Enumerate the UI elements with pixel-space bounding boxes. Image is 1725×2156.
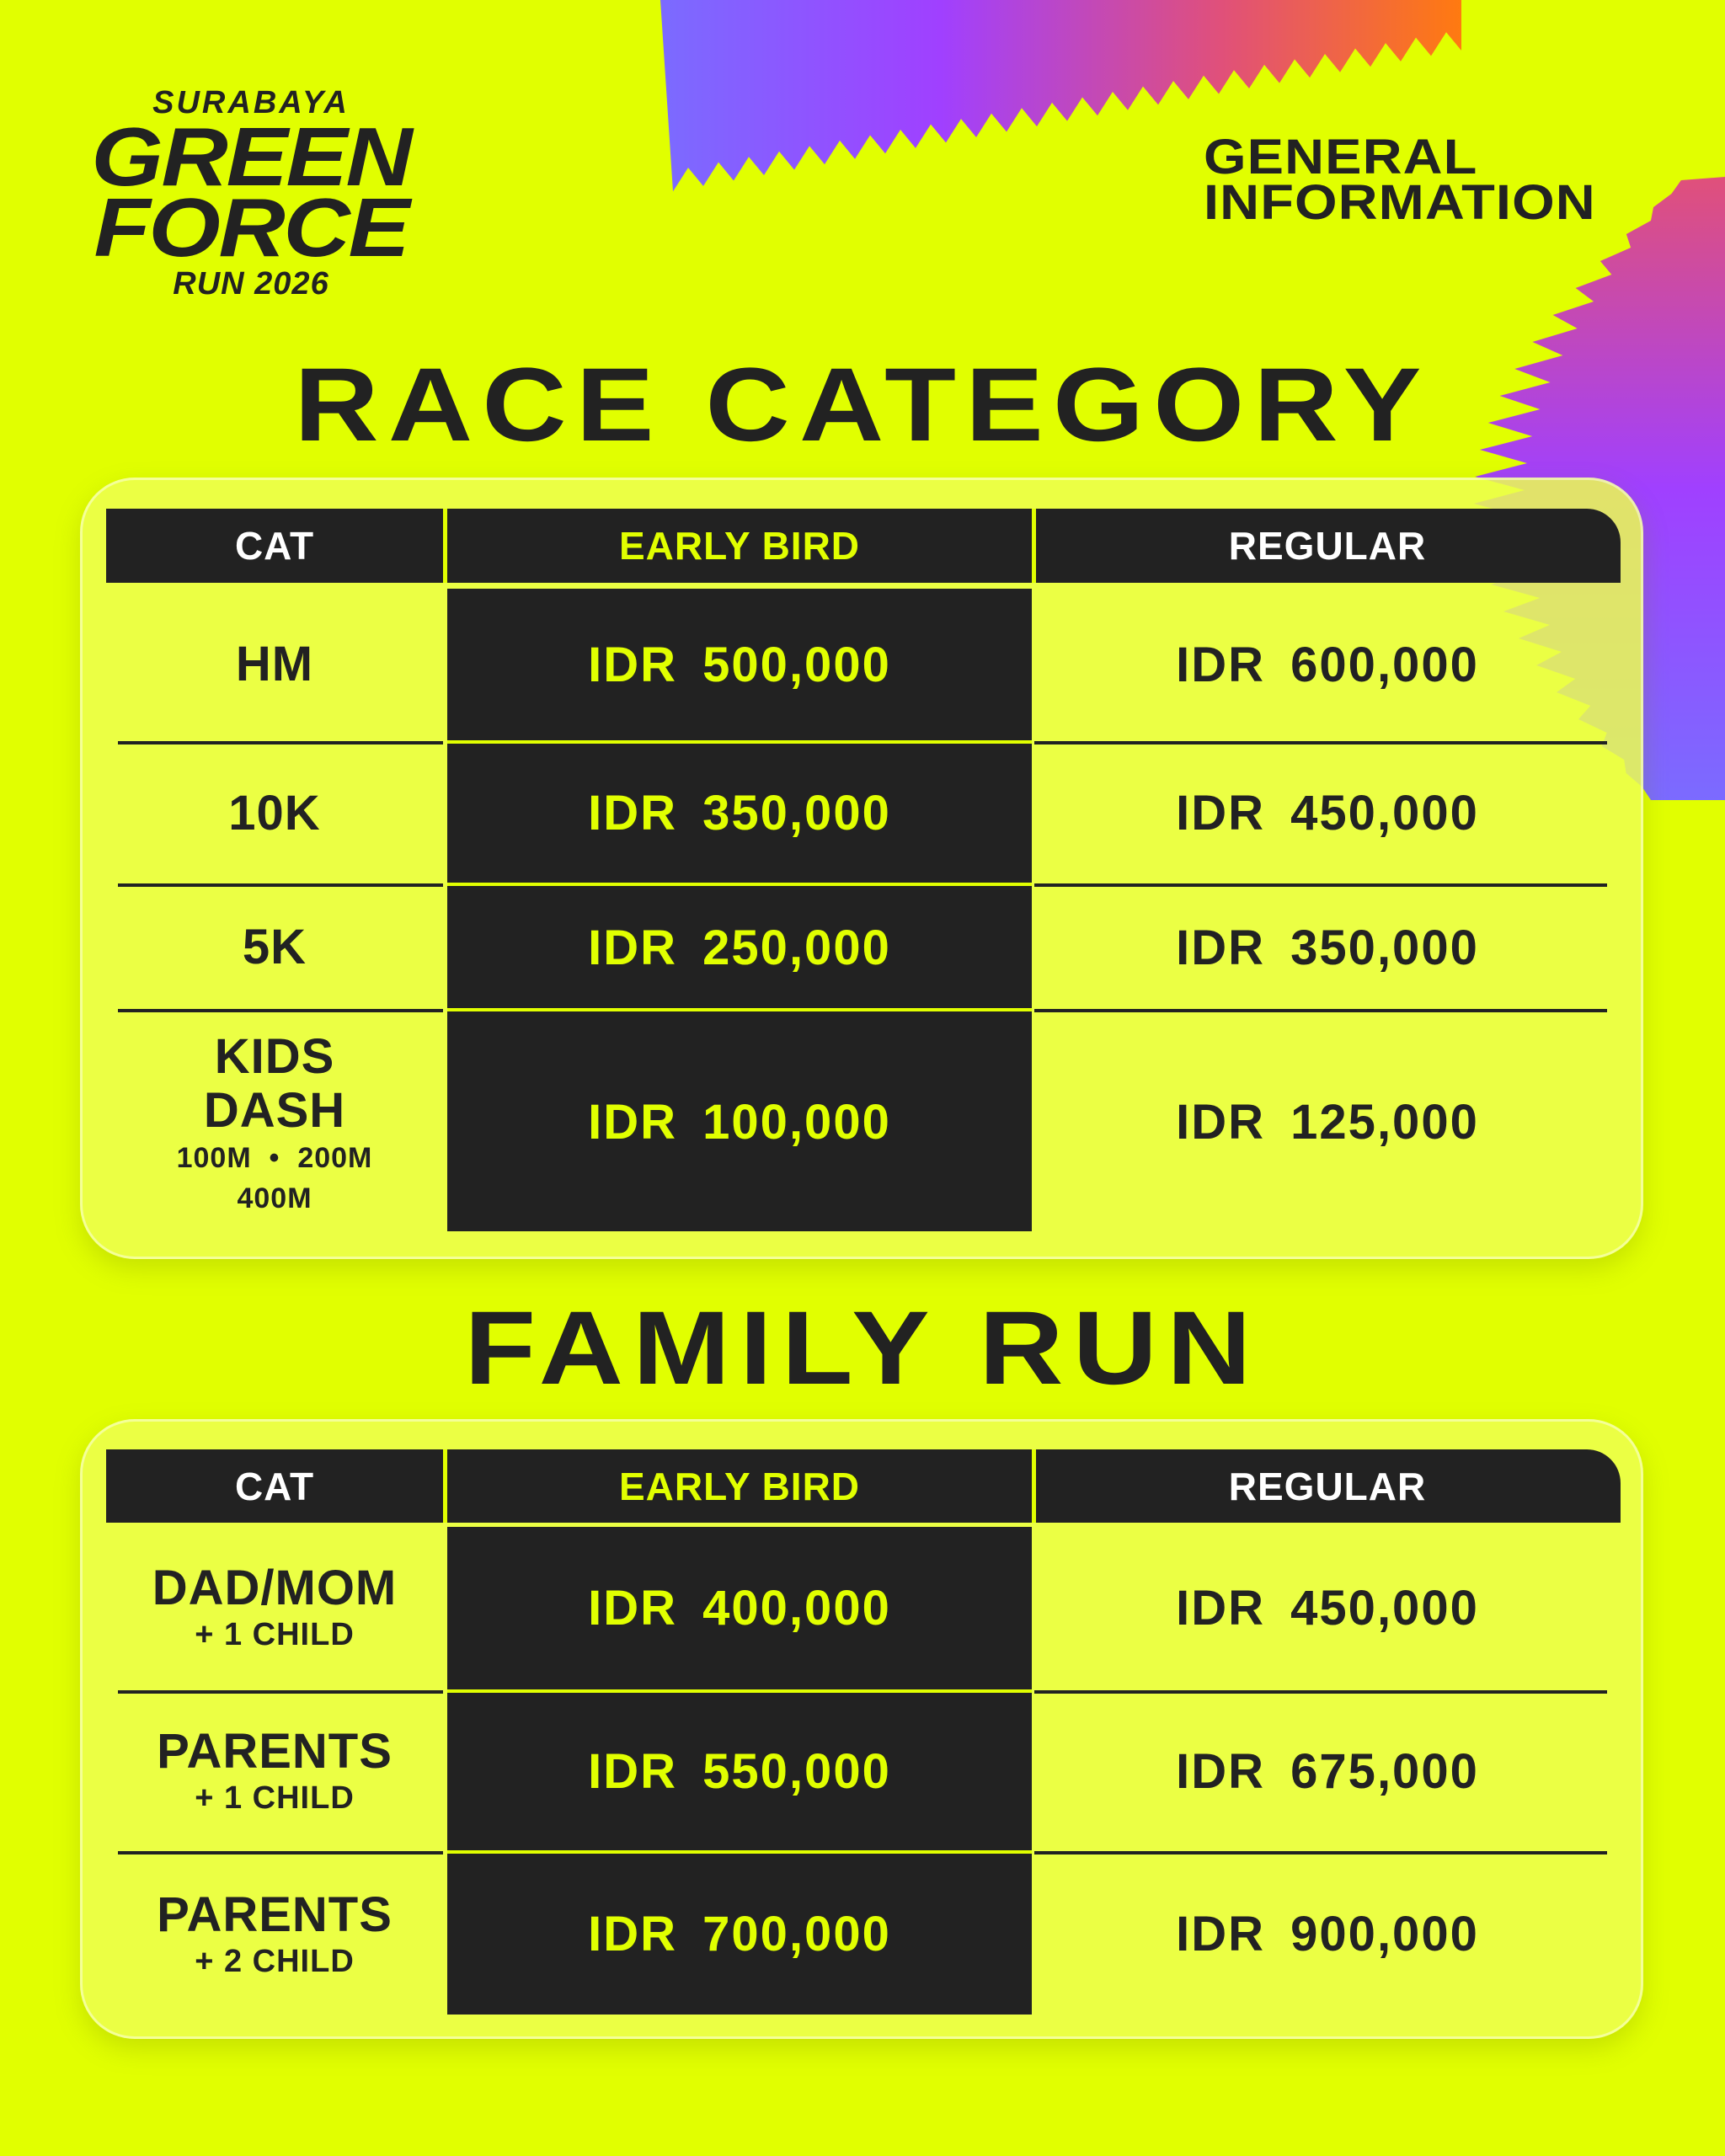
logo-city: SURABAYA — [152, 85, 350, 120]
race-category-title: RACE CATEGORY — [294, 347, 1431, 463]
family-run-title: FAMILY RUN — [464, 1290, 1261, 1406]
logo-force: FORCE — [93, 181, 409, 274]
logo-green: GREEN — [91, 110, 411, 203]
category-cell — [106, 1693, 443, 1849]
column-header-early-bird: EARLY BIRD — [443, 1449, 1036, 1523]
early-bird-price: IDR 700,000 — [588, 1907, 891, 1961]
category-sub: + 1 CHILD — [195, 1780, 355, 1816]
category-cell: 10K — [228, 785, 321, 841]
logo-run-year: RUN 2026 — [173, 266, 329, 302]
column-header-early-bird: EARLY BIRD — [443, 509, 1036, 583]
early-bird-price: IDR 500,000 — [588, 637, 891, 692]
column-header-regular: REGULAR — [1228, 524, 1427, 568]
heading-line-2: INFORMATION — [1204, 175, 1596, 230]
regular-price: IDR 350,000 — [1176, 920, 1479, 975]
kids-distances-2: 400M — [237, 1182, 312, 1214]
event-logo — [83, 84, 419, 305]
category-sub: + 2 CHILD — [195, 1943, 355, 1979]
category-cell — [106, 1527, 443, 1689]
category-cell: HM — [235, 637, 314, 691]
category-cell — [106, 1854, 443, 2015]
family-table-header — [106, 1449, 1621, 1523]
category-label: DAD/MOM — [152, 1561, 398, 1615]
category-sub: + 1 CHILD — [195, 1617, 355, 1652]
regular-price: IDR 125,000 — [1176, 1094, 1479, 1150]
column-header-regular: REGULAR — [1228, 1464, 1427, 1508]
regular-price: IDR 450,000 — [1176, 1580, 1479, 1636]
category-label: KIDS DASH — [203, 1029, 346, 1138]
regular-price: IDR 900,000 — [1176, 1907, 1479, 1961]
early-bird-price: IDR 250,000 — [588, 920, 891, 975]
regular-price: IDR 450,000 — [1176, 786, 1479, 841]
early-bird-price: IDR 350,000 — [588, 786, 891, 841]
category-label: PARENTS — [157, 1886, 393, 1942]
column-header-cat: CAT — [234, 1464, 315, 1508]
kids-distances: 100M • 200M — [176, 1142, 373, 1174]
early-bird-price: IDR 400,000 — [588, 1580, 891, 1636]
general-information-heading — [1204, 130, 1596, 230]
regular-price: IDR 675,000 — [1176, 1743, 1479, 1799]
early-bird-price: IDR 100,000 — [588, 1094, 891, 1150]
category-cell: 5K — [242, 920, 307, 974]
column-header-cat: CAT — [234, 524, 315, 568]
regular-price: IDR 600,000 — [1176, 637, 1479, 692]
category-cell — [106, 1019, 443, 1230]
category-label: PARENTS — [157, 1724, 393, 1779]
early-bird-price: IDR 550,000 — [588, 1743, 891, 1799]
heading-line-1: GENERAL — [1204, 130, 1478, 184]
race-table-header — [106, 509, 1621, 583]
